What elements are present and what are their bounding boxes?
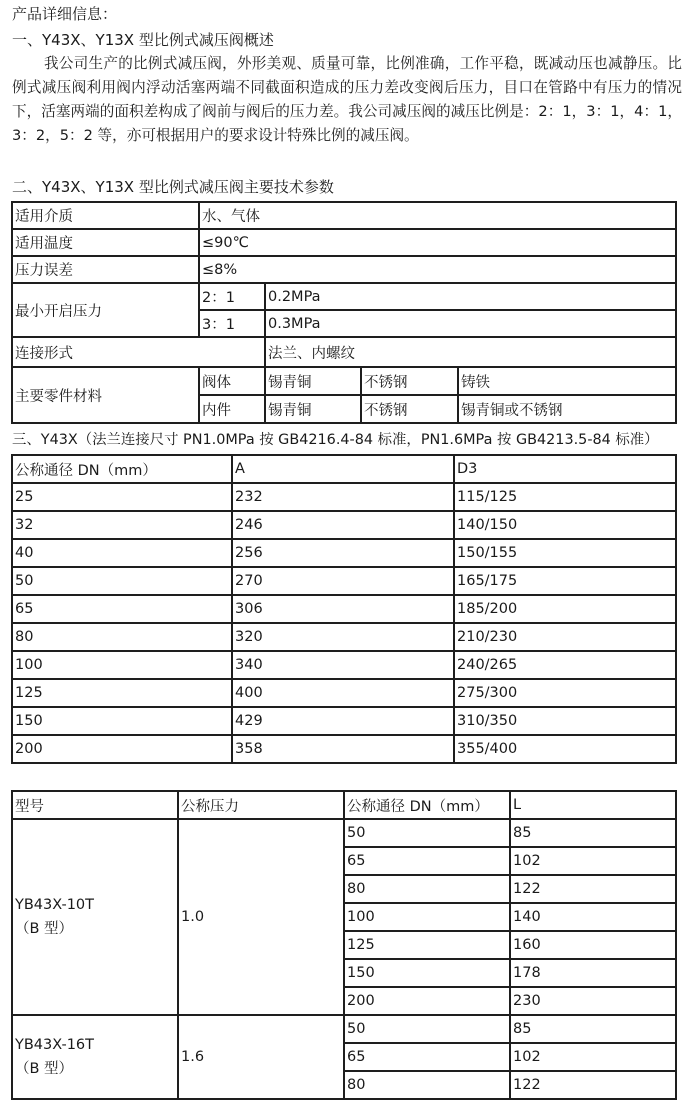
overview-line: 减静压。比例式减压阀利用阀内浮动活塞两端不同截面积造成的压力差改变阀后压力，目口	[12, 55, 682, 96]
table-row	[12, 337, 676, 367]
table-row	[12, 1015, 676, 1043]
table-row	[12, 539, 676, 567]
column-header: D3	[454, 455, 676, 483]
param-label: 最小开启压力	[12, 283, 199, 337]
param-value: 0.3MPa	[265, 310, 676, 337]
material-cell: 锡青铜	[265, 367, 361, 395]
table-cell: 165/175	[454, 567, 676, 595]
table-cell: 358	[232, 735, 454, 763]
material-cell: 锡青铜或不锈钢	[458, 395, 676, 423]
table-cell: 80	[344, 875, 510, 903]
ratio-cell: 2：1	[199, 283, 265, 310]
table-cell: 150/155	[454, 539, 676, 567]
table-row	[12, 367, 676, 395]
table-cell: 122	[510, 875, 676, 903]
overview-line: 在管路中有压力的情况下，活塞两端的面积差构成了阀前与阀后的压力差。我公司减压阀的	[12, 79, 682, 120]
table-cell: 65	[344, 1043, 510, 1071]
table-cell: 246	[232, 511, 454, 539]
table-row	[12, 623, 676, 651]
table-row	[12, 707, 676, 735]
table-cell: 125	[12, 679, 232, 707]
table-cell: 80	[344, 1071, 510, 1099]
param-value: 水、气体	[199, 202, 676, 229]
tech-params-table	[11, 201, 677, 424]
table-row	[12, 511, 676, 539]
table-row	[12, 651, 676, 679]
table-header-row	[12, 455, 676, 483]
table-cell: 50	[344, 1015, 510, 1043]
model-cell	[12, 1015, 178, 1099]
model-name: YB43X-10T	[15, 897, 95, 913]
overview-line: 减压比例是：2：1，3：1，4：1，3：2，5：2 等，亦可根据用户的要求设计特殊比例的减	[12, 103, 682, 144]
table-cell: 310/350	[454, 707, 676, 735]
model-name: YB43X-16T	[15, 1037, 95, 1053]
table-cell: 80	[12, 623, 232, 651]
table-cell: 230	[510, 987, 676, 1015]
section2-heading: 二、Y43X、Y13X 型比例式减压阀主要技术参数	[12, 178, 334, 196]
table-row	[12, 229, 676, 256]
table-cell: 200	[12, 735, 232, 763]
param-label: 连接形式	[12, 337, 265, 367]
pressure-cell: 1.0	[178, 819, 344, 1015]
table-cell: 85	[510, 819, 676, 847]
param-value: 0.2MPa	[265, 283, 676, 310]
column-header: 公称通径 DN（mm）	[12, 455, 232, 483]
overview-paragraph	[12, 52, 682, 148]
param-label: 适用介质	[12, 202, 199, 229]
table-row	[12, 202, 676, 229]
model-type: （B 型）	[15, 921, 74, 937]
table-cell: 355/400	[454, 735, 676, 763]
model-cell	[12, 819, 178, 1015]
page-title: 产品详细信息：	[12, 5, 118, 23]
table-row	[12, 735, 676, 763]
dimensions-table	[11, 454, 677, 764]
table-cell: 150	[344, 959, 510, 987]
table-row	[12, 283, 676, 310]
param-value: ≤90℃	[199, 229, 676, 256]
table-row	[12, 483, 676, 511]
table-cell: 50	[344, 819, 510, 847]
part-cell: 内件	[199, 395, 265, 423]
table-cell: 115/125	[454, 483, 676, 511]
section1-heading: 一、Y43X、Y13X 型比例式减压阀概述	[12, 31, 274, 49]
table-cell: 85	[510, 1015, 676, 1043]
param-label: 压力误差	[12, 256, 199, 283]
table-row	[12, 679, 676, 707]
material-cell: 不锈钢	[361, 395, 458, 423]
table-cell: 185/200	[454, 595, 676, 623]
table-cell: 40	[12, 539, 232, 567]
pressure-cell: 1.6	[178, 1015, 344, 1099]
param-value: 法兰、内螺纹	[265, 337, 676, 367]
ratio-cell: 3：1	[199, 310, 265, 337]
material-cell: 锡青铜	[265, 395, 361, 423]
table-cell: 232	[232, 483, 454, 511]
table-cell: 65	[12, 595, 232, 623]
overview-line: 我公司生产的比例式减压阀，外形美观、质量可靠，比例准确，工作平稳，既减动压也	[44, 55, 609, 72]
table-cell: 270	[232, 567, 454, 595]
table-row	[12, 819, 676, 847]
material-cell: 铸铁	[458, 367, 676, 395]
param-label: 主要零件材料	[12, 367, 199, 423]
table-cell: 150	[12, 707, 232, 735]
table-cell: 178	[510, 959, 676, 987]
table-cell: 122	[510, 1071, 676, 1099]
section3-heading: 三、Y43X（法兰连接尺寸 PN1.0MPa 按 GB4216.4-84 标准，PN1.6MPa 按 GB4213.5-84 标准）	[12, 432, 659, 448]
table-cell: 275/300	[454, 679, 676, 707]
table-cell: 140/150	[454, 511, 676, 539]
table-cell: 429	[232, 707, 454, 735]
overview-line: 压阀。	[374, 127, 419, 144]
part-cell: 阀体	[199, 367, 265, 395]
column-header: A	[232, 455, 454, 483]
table-cell: 240/265	[454, 651, 676, 679]
param-label: 适用温度	[12, 229, 199, 256]
table-cell: 102	[510, 847, 676, 875]
table-cell: 400	[232, 679, 454, 707]
column-header: 型号	[12, 791, 178, 819]
param-value: ≤8%	[199, 256, 676, 283]
column-header: 公称通径 DN（mm）	[344, 791, 510, 819]
table-header-row	[12, 791, 676, 819]
column-header: L	[510, 791, 676, 819]
table-cell: 125	[344, 931, 510, 959]
table-cell: 140	[510, 903, 676, 931]
table-cell: 340	[232, 651, 454, 679]
table-cell: 160	[510, 931, 676, 959]
model-table	[11, 790, 677, 1100]
table-cell: 100	[344, 903, 510, 931]
table-cell: 65	[344, 847, 510, 875]
table-row	[12, 595, 676, 623]
table-row	[12, 256, 676, 283]
table-cell: 100	[12, 651, 232, 679]
table-cell: 306	[232, 595, 454, 623]
table-cell: 256	[232, 539, 454, 567]
table-cell: 320	[232, 623, 454, 651]
model-type: （B 型）	[15, 1061, 74, 1077]
table-cell: 25	[12, 483, 232, 511]
table-row	[12, 567, 676, 595]
table-cell: 210/230	[454, 623, 676, 651]
material-cell: 不锈钢	[361, 367, 458, 395]
table-cell: 200	[344, 987, 510, 1015]
table-cell: 50	[12, 567, 232, 595]
table-cell: 32	[12, 511, 232, 539]
table-cell: 102	[510, 1043, 676, 1071]
column-header: 公称压力	[178, 791, 344, 819]
